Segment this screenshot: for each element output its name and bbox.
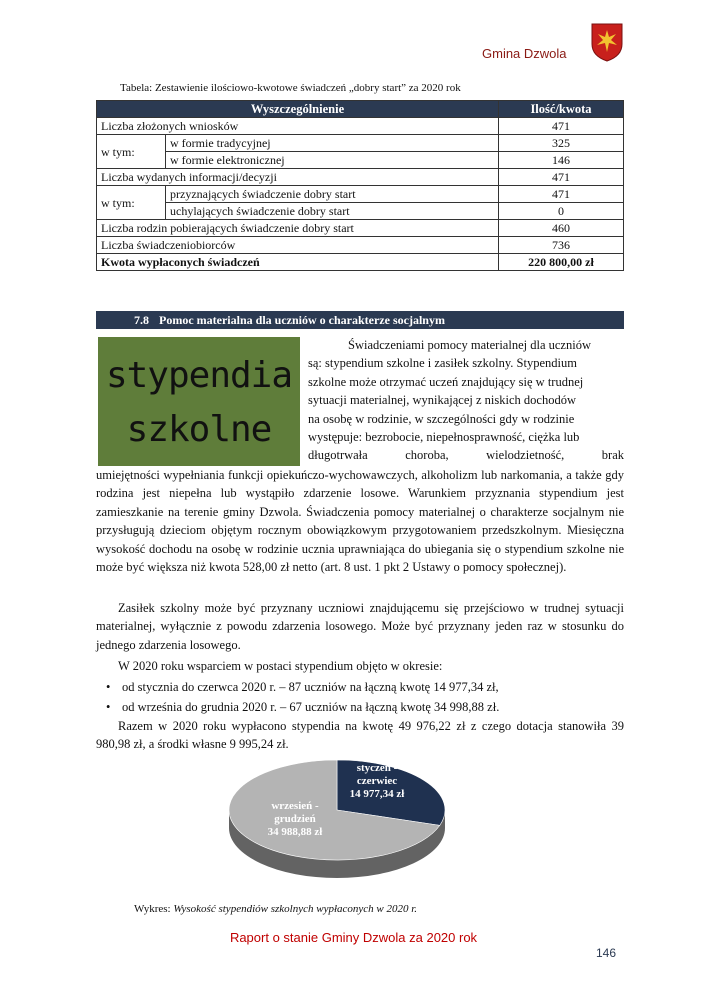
bullet-list — [96, 677, 624, 717]
image-text-line1: stypendia — [105, 355, 293, 396]
table-row: Liczba rodzin pobierających świadczenie dobry start 460 — [97, 220, 624, 237]
section-heading — [96, 311, 624, 329]
table-header-value: Ilość/kwota — [499, 101, 624, 118]
table-row: Liczba wydanych informacji/decyzji 471 — [97, 169, 624, 186]
table-row: w tym: w formie tradycyjnej 325 — [97, 135, 624, 152]
list-item: • od stycznia do czerwca 2020 r. – 87 uczniów na łączną kwotę 14 977,34 zł, — [96, 677, 624, 697]
benefits-table — [96, 100, 624, 271]
page-number: 146 — [596, 946, 617, 960]
paragraph-zasilek: Zasiłek szkolny może być przyznany uczniowi znajdującemu się przejściowo w trudnej sytuacji materialnej, wyłącznie z powodu zdarzenia losowego. Może być przyznany jeden raz w stosunku do jednego zdarzenia losowego. — [96, 601, 624, 652]
table-row: uchylających świadczenie dobry start 0 — [97, 203, 624, 220]
image-text-line2: szkolne — [126, 409, 272, 450]
header-title: Gmina Dzwola — [482, 46, 567, 61]
section-number: 7.8 — [134, 313, 149, 327]
paragraph-continuation: umiejętności wypełniania funkcji opiekuńczo-wychowawczych, alkoholizm lub narkomania, a także gdy rodzina jest niepełna lub wystąpiło zdarzenie losowe. Warunkiem przyznania stypendium jest zamieszkanie na terenie gminy Dzwola. Świadczenia pomocy materialnej o charakterze socjalnym nie przysługują dzieciom objętym rocznym obowiązkowym przygotowaniem przedszkolnym. Miesięczna wysokość dochodu na osobę w rodzinie ucznia uprawniająca do ubiegania się o stypendium szkolne nie może być większa niż kwota 528,00 zł netto (art. 8 ust. 1 pkt 2 Ustawy o pomocy społecznej). — [96, 468, 624, 575]
list-item: • od września do grudnia 2020 r. – 67 uczniów na łączną kwotę 34 998,88 zł. — [96, 697, 624, 717]
table-header-description: Wyszczególnienie — [97, 101, 499, 118]
pie-label-slice-1: styczeń - czerwiec 14 977,34 zł — [349, 762, 405, 800]
footer-title: Raport o stanie Gminy Dzwola za 2020 rok — [229, 930, 478, 945]
table-row: Liczba złożonych wniosków 471 — [97, 118, 624, 135]
paragraph-wrapped: Świadczeniami pomocy materialnej dla uczniów są: stypendium szkolne i zasiłek szkolny. Stypendium szkolne może otrzymać uczeń znajdujący się w trudnej sytuacji materialnej, wynikającej z niskich dochodów na osobę w rodzinie, w szczególności gdy w rodzinie występuje: bezrobocie, niepełnosprawność, ciężka lub długotrwała choroba, wielodzietność, brak — [308, 338, 624, 463]
stypendia-image — [98, 337, 300, 466]
coat-of-arms-icon — [590, 22, 624, 62]
table-row: Liczba świadczeniobiorców 736 — [97, 237, 624, 254]
table-row: w tym: przyznających świadczenie dobry start 471 — [97, 186, 624, 203]
section-title: Pomoc materialna dla uczniów o charakterze socjalnym — [159, 313, 445, 327]
paragraph-summary: Razem w 2020 roku wypłacono stypendia na kwotę 49 976,22 zł z czego dotacja stanowiła 39 980,98 zł, a środki własne 9 995,24 zł. — [96, 719, 624, 752]
paragraph-intro: W 2020 roku wsparciem w postaci stypendium objęto w okresie: — [118, 659, 443, 673]
figure-caption: Wykres: Wysokość stypendiów szkolnych wypłaconych w 2020 r. — [134, 903, 418, 915]
table-caption: Tabela: Zestawienie ilościowo-kwotowe świadczeń „dobry start” za 2020 rok — [120, 82, 461, 94]
table-row: w formie elektronicznej 146 — [97, 152, 624, 169]
table-row-total: Kwota wypłaconych świadczeń 220 800,00 zł — [97, 254, 624, 271]
pie-label-slice-2: wrzesień - grudzień 34 988,88 zł — [267, 800, 323, 838]
